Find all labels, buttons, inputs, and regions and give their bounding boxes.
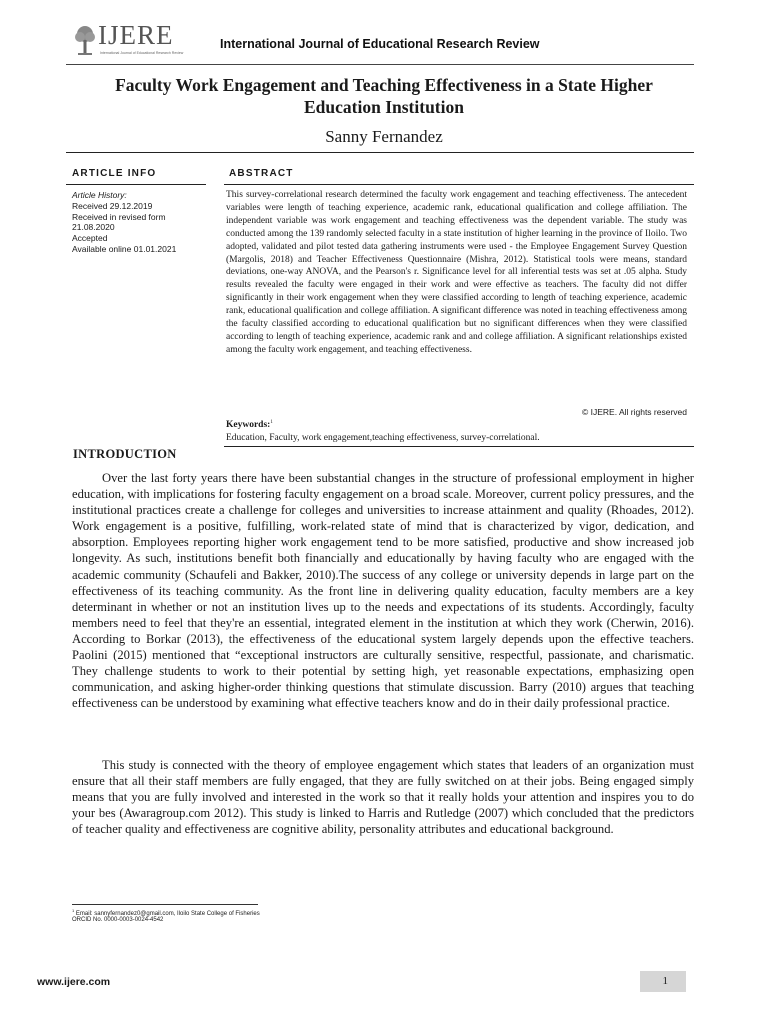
article-author: Sanny Fernandez bbox=[325, 127, 443, 146]
tree-logo-icon bbox=[72, 24, 98, 58]
journal-name: International Journal of Educational Research Review bbox=[220, 37, 540, 51]
abstract-divider bbox=[224, 184, 694, 185]
article-history bbox=[72, 190, 212, 255]
copyright-notice: © IJERE. All rights reserved bbox=[582, 407, 687, 417]
introduction-heading: INTRODUCTION bbox=[73, 447, 177, 461]
keywords-label: Keywords:$^1$ bbox=[226, 420, 273, 431]
abstract-text: This survey-correlational research determined the faculty work engagement and teaching effectiveness. The antecedent variables were length of teaching experience, academic rank, educational qualification and college affiliation. The independent variable was work engagement and teaching effectiveness was the dependent variable. The study was conducted among the 139 randomly selected faculty in a state institution of higher learning in the province of Iloilo. Two adopted, validated and pilot tested data gathering instruments were used - the Employee Engagement Survey Question (Margolis, 2018) and Teacher Effectiveness Questionnaire (Mishra, 2012). Statistical tools were means, standard deviations, one-way ANOVA, and the Pearson's r. Significance level for all inferential tests was set at .05 alpha. Study results revealed the faculty were engaged in their work and were effective as teachers. The faculty did not differ significantly in their work engagement when they were classified according to length of teaching experience, academic rank, educational qualification and college affiliation. A significant difference was noted in teaching effectiveness among the faculty classified according to educational qualification but no significant differences when they were classified according to length of teaching experience, academic rank and and college affiliation. A significant relationships existed among the faculty work engagement, and teaching effectiveness. bbox=[226, 190, 687, 355]
history-accepted: Accepted bbox=[72, 233, 108, 244]
intro-paragraph-2: This study is connected with the theory of employee engagement which states that leaders of an organization must ensure that all their staff members are fully engaged, that they are fully switched on at their jobs. Being engaged simply means that you are fully involved and interested in the work so that it really holds your attention and inspires you to do your bes (Awaragroup.com 2012). This study is linked to Harris and Rutledge (2007) which concluded that the predictors of teacher quality and effectiveness are cognitive ability, personality attributes and educational background. bbox=[72, 758, 694, 837]
keywords-divider bbox=[224, 446, 694, 447]
history-online: Available online 01.01.2021 bbox=[72, 243, 177, 254]
history-revised: Received in revised form 21.08.2020 bbox=[72, 211, 166, 233]
footer-url-link[interactable]: www.ijere.com bbox=[37, 976, 111, 988]
footnote-divider bbox=[72, 904, 258, 905]
article-title: Faculty Work Engagement and Teaching Effectiveness in a State Higher Education Institution bbox=[115, 75, 653, 117]
history-label: Article History: bbox=[72, 190, 127, 200]
page-number: 1 bbox=[662, 975, 668, 987]
article-info-divider bbox=[66, 184, 206, 185]
keywords-text: Education, Faculty, work engagement,teaching effectiveness, survey-correlational. bbox=[226, 433, 540, 443]
article-info-heading: ARTICLE INFO bbox=[72, 168, 157, 179]
footnote-orcid: ORCID No. 0000-0003-0024-4542 bbox=[72, 917, 164, 923]
abstract-heading: ABSTRACT bbox=[229, 168, 294, 179]
footnote-email: $^1$ Email: sannyfernandez0@gmail.com, Iloilo State College of Fisheries bbox=[72, 908, 260, 917]
header-divider bbox=[66, 64, 694, 65]
journal-logo-subtext: International Journal of Educational Research Review bbox=[100, 51, 184, 55]
history-received: Received 29.12.2019 bbox=[72, 200, 153, 211]
intro-paragraph-1: Over the last forty years there have been substantial changes in the structure of professional employment in higher education, with implications for fostering faculty engagement on a broad scale. Moreover, current policy pressures, and the institutional practices create a challenge for colleges and universities to increase attainment and quality (Rhoades, 2012). Work engagement is a positive, fulfilling, work-related state of mind that is characterized by vigor, dedication, and absorption. Employees reporting higher work engagement tend to be more satisfied, productive and show increased job longevity. As such, institutions benefit both financially and educationally by having faculty who are engaged with the academic community (Schaufeli and Bakker, 2010).The success of any college or university depends in large part on the effectiveness of its teaching community. As the front line in delivering quality education, faculty members are a key determinant in whether or not an institution lives up to the needs and expectations of its students. Accordingly, faculty members need to feel that they're an essential, integrated element in the institution at which they work (Cherwin, 2016). According to Borkar (2013), the effectiveness of the educational system largely depends upon the effective teachers. Paolini (2015) mentioned that “exceptional instructors are culturally sensitive, respectful, passionate, and charismatic. They challenge students to work to their potential by setting high, yet reasonable expectations, emphasizing open communication, and asking higher-order thinking questions that stimulate discussion. Barry (2010) argues that teaching effectiveness can be understood by examining what effective teachers know and do in their daily professional practice. bbox=[72, 471, 694, 711]
info-top-divider bbox=[66, 152, 694, 153]
journal-logo-text: IJERE bbox=[98, 20, 174, 50]
